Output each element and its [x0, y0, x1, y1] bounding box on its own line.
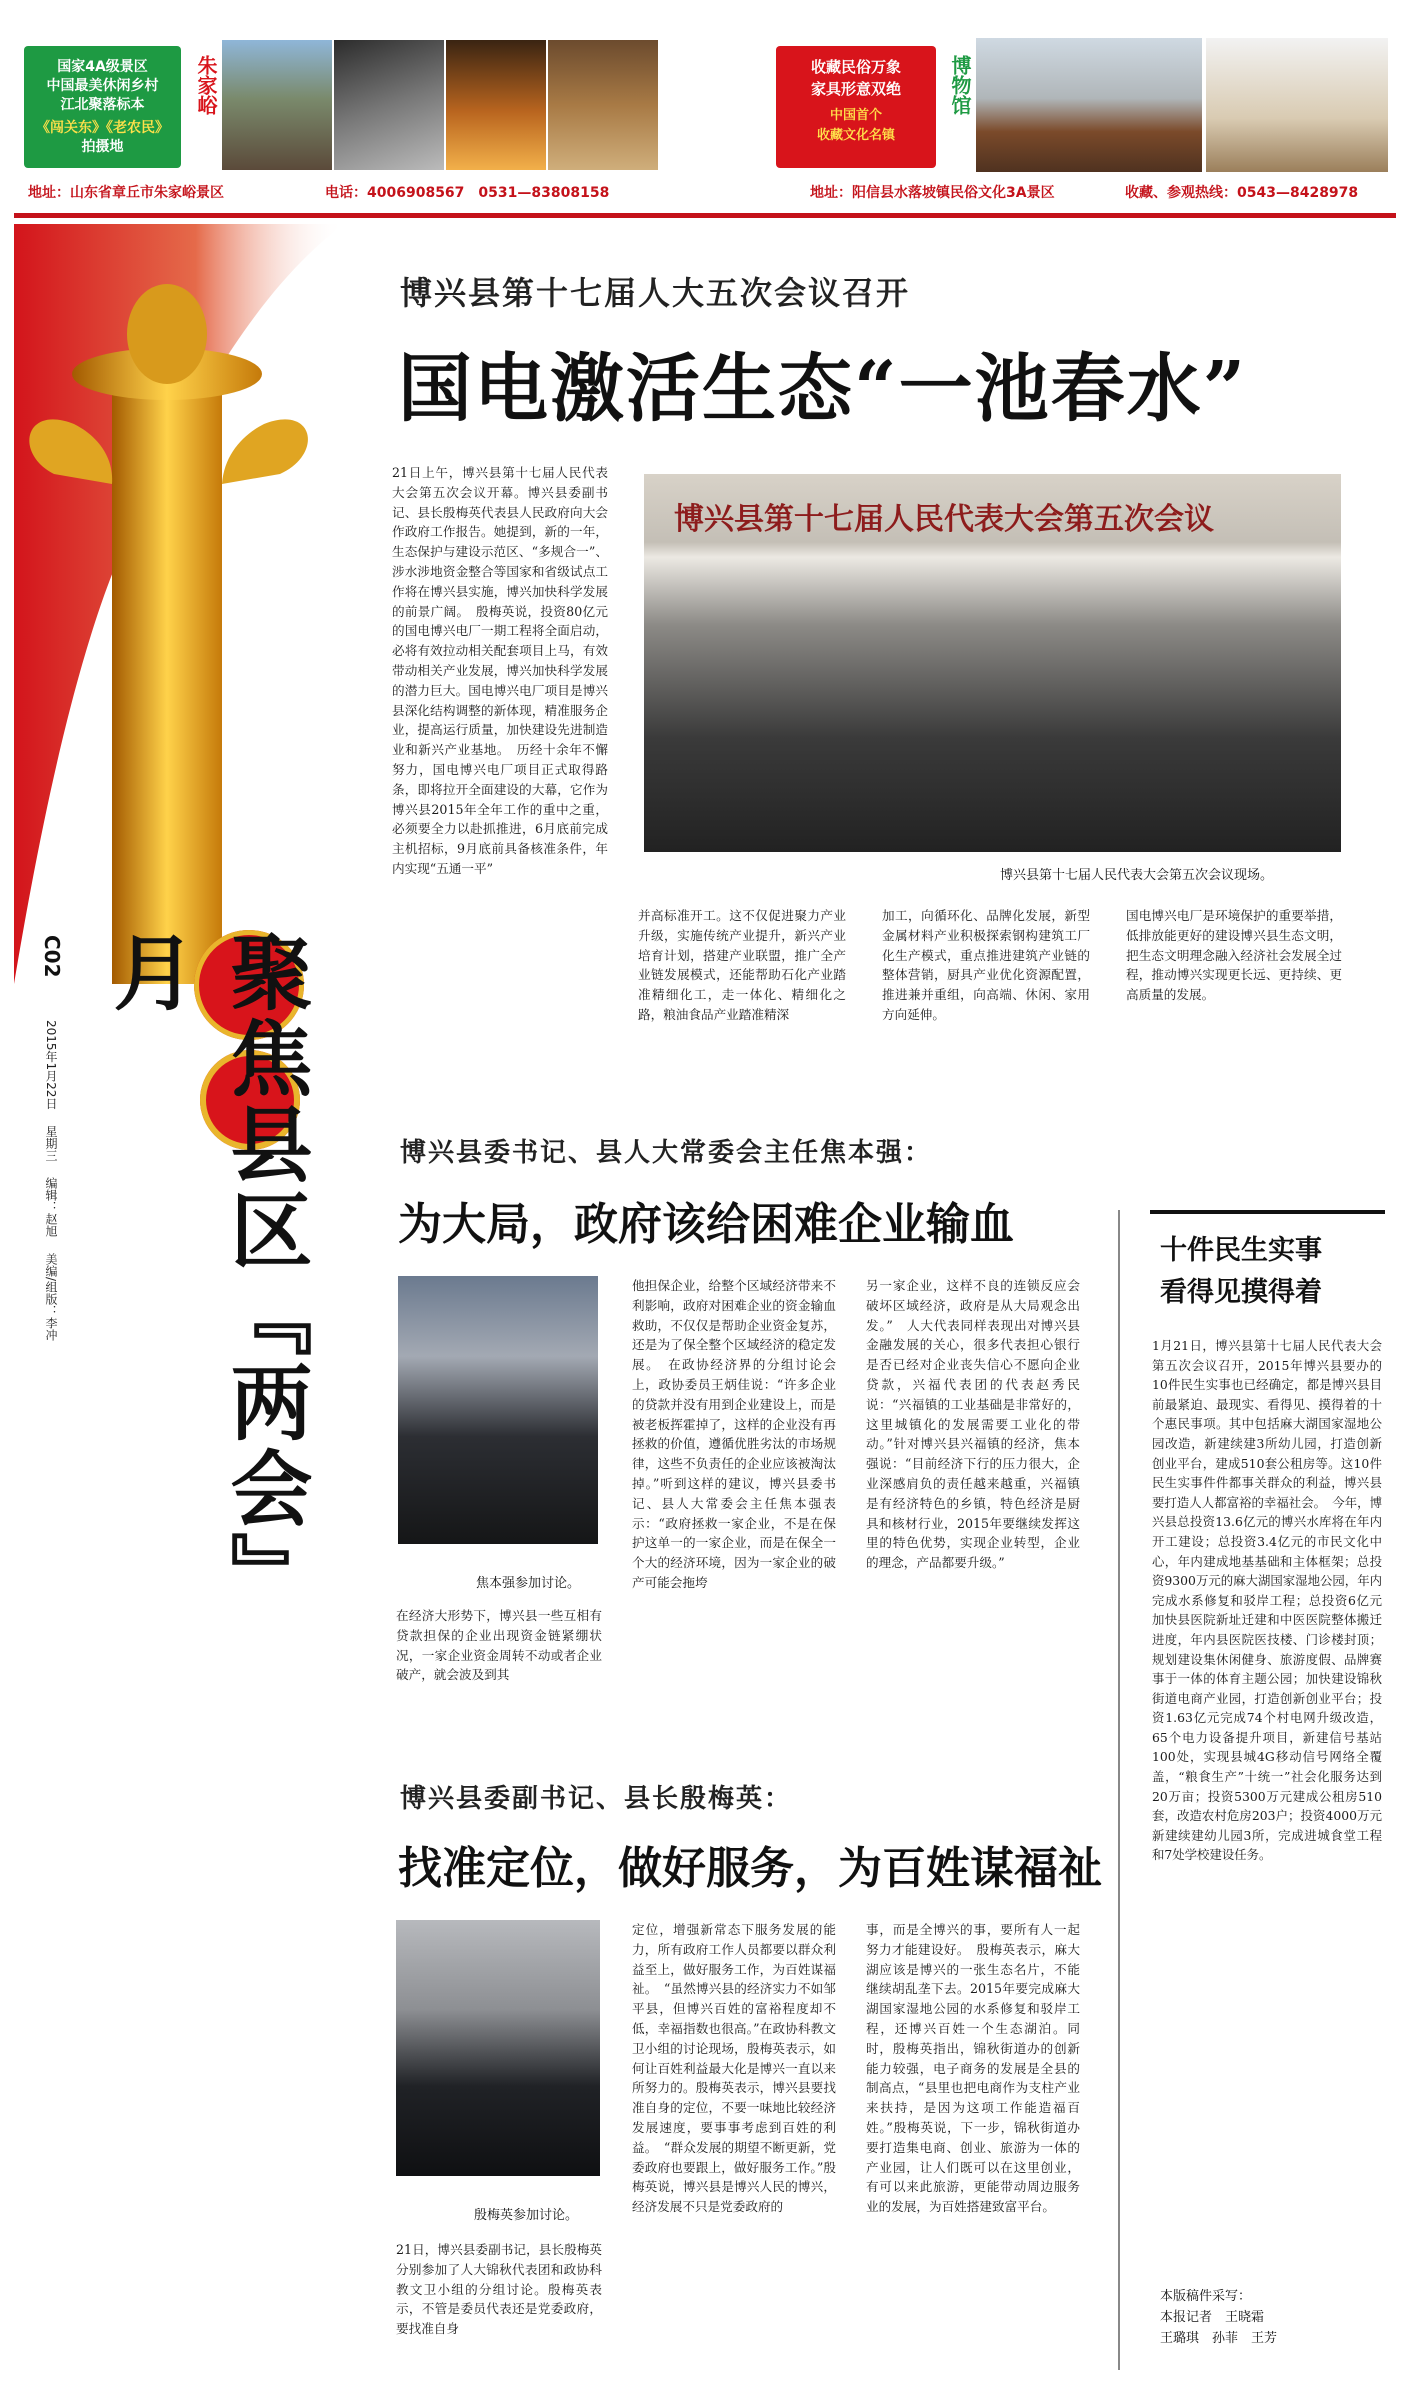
- sidebar-credits: [1160, 2286, 1277, 2349]
- huabiao-pillar-illustration: [14, 224, 344, 984]
- sidebar-body: 1月21日，博兴县第十七届人民代表大会第五次会议召开，2015年博兴县要办的10件民生实事也已经确定，都是博兴县目前最紧迫、最现实、看得见、摸得着的十个惠民事项。其中包括麻大湖国家湿地公园改造，新建续建3所幼儿园，打造创新创业平台，建成510套公租房等。这10件民生实事件件都事关群众的利益，博兴县要打造人人都富裕的幸福社会。 今年，博兴县总投资13.6亿元的博兴水库将在年内开工建设；总投资3.4亿元的市民文化中心，年内建成地基基础和主体框架；总投资9300万元的麻大湖国家湿地公园，年内完成水系修复和驳岸工程；总投资6亿元加快县医院新址迁建和中医医院整体搬迁进度，年内县医院医技楼、门诊楼封顶；规划建设集休闲健身、旅游度假、品牌赛事于一体的体育主题公园；加快建设锦秋街道电商产业园，打造创新创业平台；投资1.63亿元完成74个村电网升级改造，65个电力设备提升项目，新建信号基站100处，实现县城4G移动信号网络全覆盖，“粮食生产”十统一”社会化服务达到20万亩；投资5300万元建成公租房510套，改造农村危房203户；投资4000万元新建续建幼儿园3所，完成进城食堂工程和7处学校建设任务。: [1152, 1338, 1382, 1863]
- story1-col1: 21日上午，博兴县第十七届人民代表大会第五次会议开幕。博兴县委副书记、县长殷梅英代表县人民政府向大会作政府工作报告。她提到，新的一年，生态保护与建设示范区、“多规合一”、涉水涉地资金整合等国家和省级试点工作将在博兴县实施，博兴加快科学发展的前景广阔。 殷梅英说，投资80亿元的国电博兴电厂一期工程将全面启动，必将有效拉动相关配套项目上马，有效带动相关产业发展，博兴加快科学发展的潜力巨大。国电博兴电厂项目是博兴县深化结构调整的新体现，精准服务企业，提高运行质量，加快建设先进制造业和新兴产业基地。 历经十余年不懈努力，国电博兴电厂项目正式取得路条，即将拉开全面建设的大幕，它作为博兴县2015年全年工作的重中之重，必须要全力以赴抓推进，6月底前完成主机招标，9月底前具备核准条件，年内实现“五通一平”: [392, 465, 608, 876]
- page-code: [40, 935, 64, 983]
- story2-col1: 在经济大形势下，博兴县一些互相有贷款担保的企业出现资金链紧绷状况，一家企业资金周转不动或者企业破产，就会波及到其: [396, 1608, 602, 1683]
- ad-right-phone: 收藏、参观热线：0543—8428978: [1125, 185, 1359, 201]
- ad-left-line: 拍摄地: [81, 139, 124, 155]
- ad-left-photo-4: [548, 40, 658, 170]
- story1-col2: 并高标准开工。这不仅促进聚力产业升级，实施传统产业提升，新兴产业培育计划，搭建产业联盟，推广全产业链发展模式，还能帮助石化产业踏准精细化工，走一体化、精细化之路，粮油食品产业踏准精深: [638, 908, 846, 1022]
- ad-left-photo-collage: [222, 40, 658, 170]
- sidebar-divider: [1118, 1210, 1120, 2370]
- ad-right-sub-line: 收藏文化名镇: [816, 128, 895, 143]
- sidebar-title-2: 看得见摸得着: [1160, 1277, 1322, 1308]
- story1-col3: 加工，向循环化、品牌化发展，新型金属材料产业积极探索钢构建筑工厂化生产模式，重点推进建筑产业链的整体营销，厨具产业优化资源配置，推进兼并重组，向高端、休闲、家用方向延伸。: [882, 908, 1090, 1022]
- page-date: 2015年1月22日: [44, 1020, 58, 1110]
- story1-headline: 国电激活生态“一池春水”: [398, 346, 1248, 432]
- ad-left-stamp: 朱家峪: [194, 55, 218, 115]
- page-editor: 编辑：赵旭: [44, 1177, 58, 1238]
- huabiao-svg: [14, 224, 344, 984]
- story3-photo: [396, 1920, 600, 2176]
- ad-left-phone: 电话：4006908567 0531—83808158: [325, 185, 610, 201]
- story3-col1: 21日，博兴县委副书记，县长殷梅英分别参加了人大锦秋代表团和政协科教文卫小组的分组讨论。殷梅英表示，不管是委员代表还是党委政府，要找准自身: [396, 2242, 602, 2337]
- story3-kicker: 博兴县委副书记、县长殷梅英：: [400, 1784, 793, 1814]
- ad-right-sub-line: 中国首个: [829, 108, 882, 123]
- section-label: 聚焦县区『两会』月: [100, 930, 313, 1618]
- ad-left-line: 《闯关东》《老农民》: [36, 120, 169, 136]
- story2-col3: 另一家企业，这样不良的连锁反应会破坏区域经济，政府是从大局观念出发。” 人大代表同样表现出对博兴县金融发展的关心，很多代表担心银行是否已经对企业丧失信心不愿向企业贷款，兴福代表团的代表赵秀民说：“兴福镇的工业基础是非常好的，这里城镇化的发展需要工业化的带动。”针对博兴县兴福镇的经济，焦本强说：“目前经济下行的压力很大，企业深感肩负的责任越来越重，兴福镇是有经济特色的乡镇，特色经济是厨具和核材行业，2015年要继续发挥这里的特色优势，实现企业转型，企业的理念，产品都要升级。”: [866, 1278, 1080, 1571]
- story2-photo: [398, 1276, 598, 1544]
- ad-right-photo-collage: [976, 38, 1388, 172]
- sidebar-credit-2: 王璐琪 孙菲 王芳: [1160, 2331, 1278, 2346]
- ad-right-line: 家具形意双绝: [810, 80, 901, 98]
- page-designer: 美编/组版：李冲: [44, 1252, 58, 1341]
- story2-col2: 他担保企业，给整个区域经济带来不利影响，政府对困难企业的资金输血救助，不仅仅是帮助企业资金复苏，还是为了保全整个区域经济的稳定发展。 在政协经济界的分组讨论会上，政协委员王炳佳说：“许多企业的贷款并没有用到企业建设上，而是被老板挥霍掉了，这样的企业没有再拯救的价值，遵循优胜劣汰的市场规律，这些不负责任的企业应该被淘汰掉。”听到这样的建议，博兴县委书记、县人大常委会主任焦本强表示：“政府拯救一家企业，不是在保护这单一的一家企业，而是在保全一个大的经济环境，因为一家企业的破产可能会拖垮: [632, 1278, 836, 1590]
- ad-left-line: 国家4A级景区: [57, 59, 148, 75]
- ad-left-box: [24, 46, 181, 168]
- sidebar-credit-1: 本报记者 王晓霜: [1160, 2310, 1265, 2325]
- page-code-text: C02: [40, 935, 64, 978]
- page-weekday: 星期三: [44, 1125, 58, 1162]
- ad-right-box: [776, 46, 936, 168]
- ad-right-address: 地址：阳信县水落坡镇民俗文化3A景区: [810, 185, 1055, 201]
- ad-right-photo-building: [976, 38, 1202, 172]
- story3-headline: 找准定位，做好服务，为百姓谋福祉: [398, 1843, 1102, 1894]
- ad-right-sub: [776, 106, 936, 146]
- story1-kicker: 博兴县第十七届人大五次会议召开: [400, 274, 911, 312]
- ad-left-photo-1: [222, 40, 332, 170]
- story3-photo-caption: 殷梅英参加讨论。: [474, 2208, 579, 2223]
- story1-photo: [644, 474, 1341, 852]
- ad-right-photo-statues: [1206, 38, 1388, 172]
- story2-kicker: 博兴县委书记、县人大常委会主任焦本强：: [400, 1138, 933, 1168]
- story1-photo-banner: 博兴县第十七届人民代表大会第五次会议: [674, 502, 1214, 537]
- ad-left-photo-2: [334, 40, 444, 170]
- sidebar-top-rule: [1150, 1210, 1385, 1214]
- ad-left-line: 中国最美休闲乡村: [46, 78, 159, 94]
- sidebar-credit-label: 本版稿件采写：: [1160, 2289, 1252, 2304]
- top-red-rule: [14, 213, 1396, 218]
- story3-col3: 事，而是全博兴的事，要所有人一起努力才能建设好。 殷梅英表示，麻大湖应该是博兴的一张生态名片，不能继续胡乱垄下去。2015年要完成麻大湖国家湿地公园的水系修复和驳岸工程，还博兴百姓一个生态湖泊。同时，殷梅英指出，锦秋街道办的创新能力较强，电子商务的发展是全县的制高点，“县里也把电商作为支柱产业来扶持，是因为这项工作能造福百姓。”殷梅英说，下一步，锦秋街道办要打造集电商、创业、旅游为一体的产业园，让人们既可以在这里创业，有可以来此旅游，更能带动周边服务业的发展，为百姓搭建致富平台。: [866, 1922, 1080, 2215]
- story3-col2: 定位，增强新常态下服务发展的能力，所有政府工作人员都要以群众利益至上，做好服务工作，为百姓谋福祉。 “虽然博兴县的经济实力不如邹平县，但博兴百姓的富裕程度却不低，幸福指数也很高。”在政协科教文卫小组的讨论现场，殷梅英表示，如何让百姓利益最大化是博兴一直以来所努力的。殷梅英表示，博兴县要找准自身的定位，不要一味地比较经济发展速度，要事事考虑到百姓的利益。 “群众发展的期望不断更新，党委政府也要跟上，做好服务工作。”殷梅英说，博兴县是博兴人民的博兴，经济发展不只是党委政府的: [632, 1922, 836, 2215]
- sidebar-title-1: 十件民生实事: [1160, 1235, 1322, 1266]
- story1-photo-caption: 博兴县第十七届人民代表大会第五次会议现场。: [1000, 868, 1274, 883]
- story2-headline: 为大局，政府该给困难企业输血: [398, 1199, 1014, 1250]
- story2-photo-caption: 焦本强参加讨论。: [476, 1576, 581, 1591]
- ad-left-address: 地址：山东省章丘市朱家峪景区: [28, 185, 224, 201]
- story1-col4: 国电博兴电厂是环境保护的重要举措，低排放能更好的建设博兴县生态文明，把生态文明理念融入经济社会发展全过程，推动博兴实现更长远、更持续、更高质量的发展。: [1126, 908, 1342, 1003]
- ad-left-line: 江北聚落标本: [60, 97, 145, 113]
- page-meta: [44, 1020, 58, 1341]
- ad-right-stamp: 博物馆: [948, 55, 972, 115]
- ad-left-photo-3: [446, 40, 546, 170]
- ad-right-line: 收藏民俗万象: [810, 58, 901, 76]
